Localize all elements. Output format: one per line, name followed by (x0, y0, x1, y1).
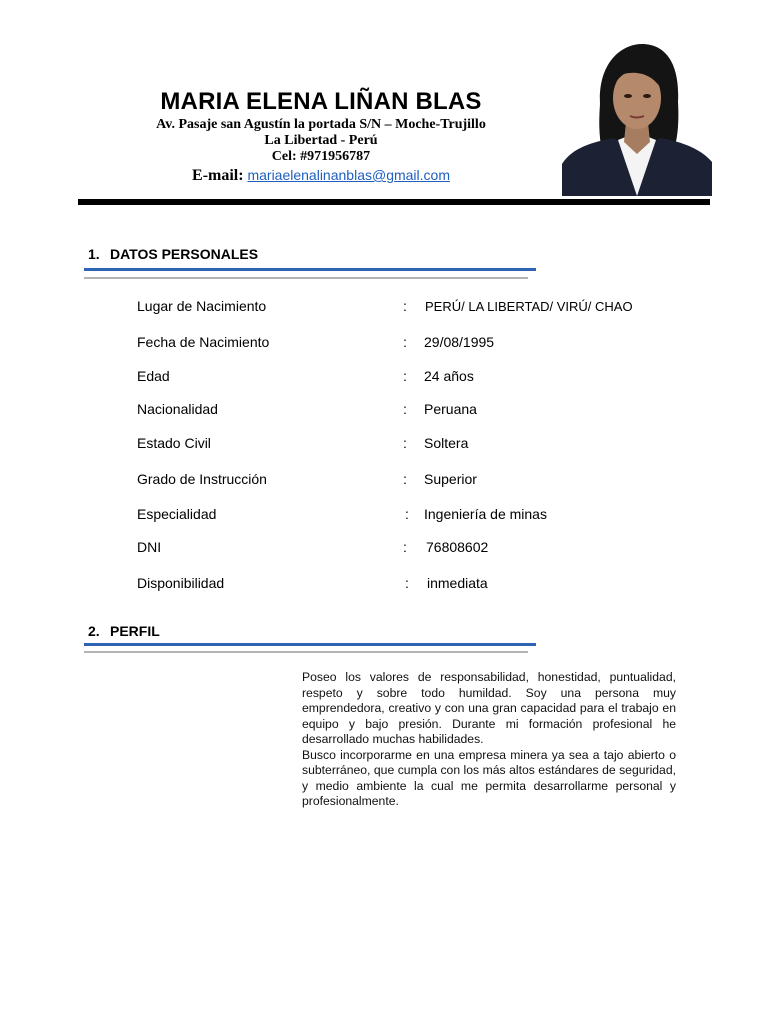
header-divider (78, 199, 710, 205)
row-birthplace (137, 298, 697, 318)
section-number: 2. (88, 623, 100, 639)
row-label: Nacionalidad (137, 401, 218, 417)
row-label: Edad (137, 368, 170, 384)
row-birthdate (137, 334, 697, 354)
row-education-level (137, 471, 697, 491)
address-line: Av. Pasaje san Agustín la portada S/N – Moche-Trujillo (156, 117, 486, 132)
profile-paragraph: Poseo los valores de responsabilidad, honestidad, puntualidad, respeto y sobre todo humildad. Soy una persona muy emprendedora, creativo y con una gran capacidad para el trabajo en equipo y bajo presión. Durante mi formación profesional he desarrollado muchas habilidades. (302, 670, 676, 746)
row-value: Soltera (424, 435, 469, 451)
row-dni (137, 539, 697, 559)
row-separator: : (403, 471, 407, 487)
row-value: 76808602 (426, 539, 489, 555)
email-label: E-mail: (192, 167, 244, 184)
row-value: 29/08/1995 (424, 334, 495, 350)
address-region: La Libertad - Perú (264, 133, 378, 148)
phone-number: Cel: #971956787 (271, 149, 371, 164)
row-separator: : (403, 539, 407, 555)
row-availability (137, 575, 697, 595)
section-number: 1. (88, 246, 100, 262)
row-specialty (137, 506, 697, 526)
row-label: DNI (137, 539, 162, 555)
row-separator: : (403, 368, 407, 384)
row-nationality (137, 401, 697, 421)
row-separator: : (403, 435, 407, 451)
section-label: DATOS PERSONALES (110, 246, 259, 262)
row-separator: : (405, 506, 409, 522)
row-separator: : (403, 401, 407, 417)
row-marital-status (137, 435, 697, 455)
section-rule-grey (84, 277, 528, 279)
section-rule-blue (84, 643, 536, 646)
profile-text (302, 670, 676, 810)
section-rule-grey (84, 651, 528, 653)
row-label: Especialidad (137, 506, 217, 522)
profile-paragraph: Busco incorporarme en una empresa minera ya sea a tajo abierto o subterráneo, que cumpla con los más altos estándares de seguridad, y medio ambiente la cual me permita desarrollarme personal y profesionalmente. (302, 747, 676, 808)
row-value: Ingeniería de minas (424, 506, 547, 522)
row-label: Fecha de Nacimiento (137, 334, 270, 350)
row-label: Estado Civil (137, 435, 211, 451)
row-value: PERÚ/ LA LIBERTAD/ VIRÚ/ CHAO (425, 299, 633, 314)
row-value: Peruana (424, 401, 477, 417)
row-age (137, 368, 697, 388)
row-separator: : (405, 575, 409, 591)
section-rule-blue (84, 268, 536, 271)
section-label: PERFIL (110, 623, 160, 639)
email-link[interactable]: mariaelenalinanblas@gmail.com (247, 167, 450, 183)
row-value: 24 años (424, 368, 474, 384)
full-name: MARIA ELENA LIÑAN BLAS (160, 88, 482, 115)
section-title-profile (88, 623, 160, 639)
portrait-photo-icon (562, 44, 712, 196)
row-value: Superior (424, 471, 477, 487)
row-value: inmediata (427, 575, 488, 591)
section-title-personal (88, 246, 258, 262)
row-label: Disponibilidad (137, 575, 225, 591)
row-label: Grado de Instrucción (137, 471, 267, 487)
email-row (80, 167, 562, 185)
row-separator: : (403, 298, 407, 314)
row-separator: : (403, 334, 407, 350)
row-label: Lugar de Nacimiento (137, 298, 267, 314)
